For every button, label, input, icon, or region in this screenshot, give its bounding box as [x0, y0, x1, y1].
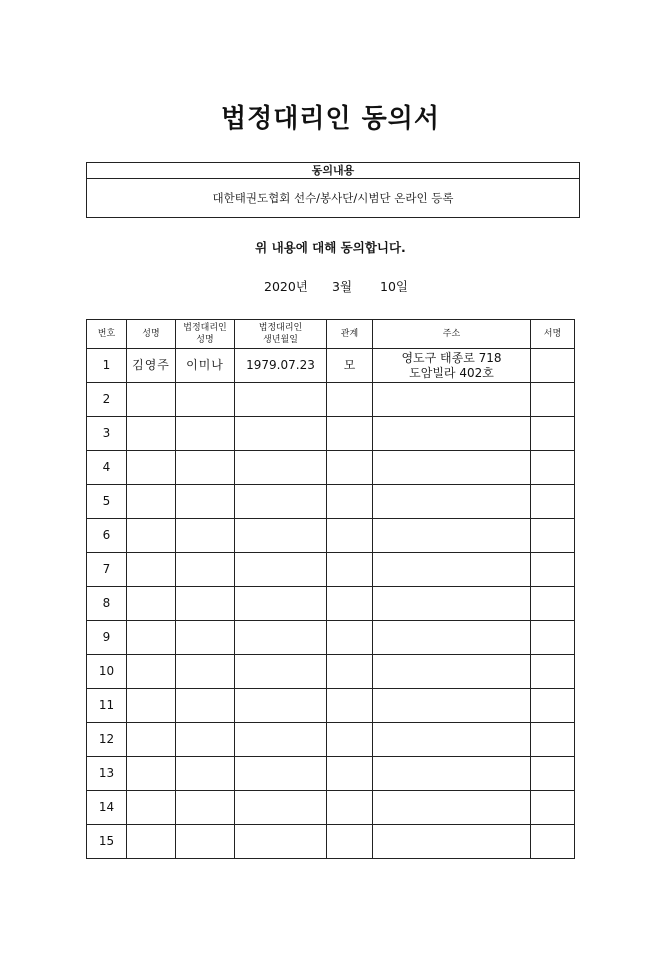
row-guardian-name[interactable] — [176, 519, 235, 553]
row-address[interactable] — [373, 791, 531, 825]
header-guardian-birth-line2: 생년월일 — [263, 335, 298, 345]
row-guardian-name[interactable] — [176, 825, 235, 859]
row-guardian-birth[interactable] — [235, 587, 327, 621]
row-name[interactable] — [127, 485, 176, 519]
row-guardian-birth[interactable] — [235, 791, 327, 825]
row-address[interactable] — [373, 553, 531, 587]
row-no: 12 — [87, 723, 127, 757]
table-row — [87, 553, 575, 587]
row-no: 7 — [87, 553, 127, 587]
row-guardian-birth[interactable] — [235, 689, 327, 723]
date-year: 2020년 — [264, 279, 308, 294]
header-guardian-name-line1: 법정대리인 — [183, 323, 227, 333]
row-signature[interactable] — [531, 349, 575, 383]
header-guardian-birth-line1: 법정대리인 — [258, 323, 303, 333]
row-address[interactable] — [373, 349, 531, 383]
row-no: 4 — [87, 451, 127, 485]
row-no: 10 — [87, 655, 127, 689]
row-address[interactable] — [373, 451, 531, 485]
guardian-table — [86, 319, 575, 859]
row-no: 5 — [87, 485, 127, 519]
row-guardian-birth[interactable] — [235, 383, 327, 417]
row-signature[interactable] — [531, 757, 575, 791]
table-row — [87, 587, 575, 621]
row-signature[interactable] — [531, 587, 575, 621]
row-signature[interactable] — [531, 723, 575, 757]
row-no: 14 — [87, 791, 127, 825]
row-signature[interactable] — [531, 655, 575, 689]
table-header-row — [87, 320, 575, 349]
consent-box — [86, 162, 580, 218]
row-name[interactable] — [127, 553, 176, 587]
table-row — [87, 723, 575, 757]
row-guardian-birth[interactable] — [235, 451, 327, 485]
row-address[interactable] — [373, 723, 531, 757]
table-row — [87, 349, 575, 383]
row-address[interactable] — [373, 485, 531, 519]
row-relation[interactable] — [327, 655, 373, 689]
row-address-line1: 영도구 태종로 718 — [401, 350, 502, 365]
row-relation[interactable] — [327, 621, 373, 655]
consent-header: 동의내용 — [87, 163, 579, 179]
row-guardian-birth[interactable] — [235, 825, 327, 859]
row-signature[interactable] — [531, 791, 575, 825]
row-guardian-birth[interactable] — [235, 723, 327, 757]
row-guardian-name[interactable] — [176, 485, 235, 519]
row-relation[interactable] — [327, 723, 373, 757]
header-guardian-name — [176, 320, 235, 349]
agreement-statement: 위 내용에 대해 동의합니다. — [255, 240, 406, 255]
row-relation[interactable] — [327, 451, 373, 485]
row-signature[interactable] — [531, 451, 575, 485]
row-address[interactable] — [373, 757, 531, 791]
header-guardian-name-line2: 성명 — [196, 335, 214, 345]
table-row — [87, 757, 575, 791]
table-row — [87, 689, 575, 723]
row-relation[interactable] — [327, 825, 373, 859]
row-name[interactable] — [127, 417, 176, 451]
row-address[interactable] — [373, 383, 531, 417]
row-relation[interactable] — [327, 519, 373, 553]
row-guardian-birth[interactable] — [235, 553, 327, 587]
row-signature[interactable] — [531, 485, 575, 519]
row-guardian-name[interactable] — [176, 791, 235, 825]
header-signature: 서명 — [531, 320, 575, 349]
row-name[interactable] — [127, 655, 176, 689]
row-name[interactable] — [127, 723, 176, 757]
row-address[interactable] — [373, 519, 531, 553]
row-relation[interactable] — [327, 791, 373, 825]
row-signature[interactable] — [531, 621, 575, 655]
row-guardian-name[interactable] — [176, 417, 235, 451]
table-row — [87, 417, 575, 451]
row-no: 2 — [87, 383, 127, 417]
row-name[interactable] — [127, 451, 176, 485]
row-address[interactable] — [373, 417, 531, 451]
row-guardian-name[interactable] — [176, 553, 235, 587]
table-row — [87, 791, 575, 825]
row-guardian-birth[interactable] — [235, 485, 327, 519]
table-row — [87, 451, 575, 485]
row-address[interactable] — [373, 621, 531, 655]
row-relation[interactable] — [327, 757, 373, 791]
row-signature[interactable] — [531, 383, 575, 417]
row-name[interactable] — [127, 791, 176, 825]
row-guardian-name[interactable] — [176, 655, 235, 689]
row-guardian-name[interactable] — [176, 451, 235, 485]
table-row — [87, 621, 575, 655]
header-relation: 관계 — [327, 320, 373, 349]
row-guardian-name[interactable] — [176, 621, 235, 655]
row-relation[interactable] — [327, 587, 373, 621]
row-name[interactable] — [127, 587, 176, 621]
row-signature[interactable] — [531, 689, 575, 723]
row-relation[interactable] — [327, 383, 373, 417]
table-row — [87, 485, 575, 519]
row-name[interactable] — [127, 519, 176, 553]
row-guardian-birth[interactable] — [235, 757, 327, 791]
row-guardian-birth[interactable] — [235, 519, 327, 553]
row-relation[interactable] — [327, 553, 373, 587]
row-relation[interactable] — [327, 417, 373, 451]
row-no: 11 — [87, 689, 127, 723]
table-row — [87, 519, 575, 553]
header-address: 주소 — [373, 320, 531, 349]
header-no: 번호 — [87, 320, 127, 349]
row-guardian-name[interactable]: 이미나 — [176, 349, 235, 383]
document-title: 법정대리인 동의서 — [221, 104, 440, 134]
row-guardian-birth[interactable] — [235, 417, 327, 451]
row-no: 9 — [87, 621, 127, 655]
row-no: 6 — [87, 519, 127, 553]
row-address[interactable] — [373, 825, 531, 859]
row-address[interactable] — [373, 655, 531, 689]
row-name[interactable] — [127, 689, 176, 723]
row-guardian-birth[interactable]: 1979.07.23 — [235, 349, 327, 383]
row-name[interactable] — [127, 383, 176, 417]
row-name[interactable] — [127, 757, 176, 791]
row-name[interactable] — [127, 621, 176, 655]
row-name[interactable] — [127, 825, 176, 859]
row-address[interactable] — [373, 689, 531, 723]
date-day: 10일 — [380, 279, 408, 294]
row-guardian-name[interactable] — [176, 383, 235, 417]
header-guardian-birth — [235, 320, 327, 349]
row-guardian-birth[interactable] — [235, 655, 327, 689]
row-address[interactable] — [373, 587, 531, 621]
row-guardian-birth[interactable] — [235, 621, 327, 655]
row-relation[interactable]: 모 — [327, 349, 373, 383]
row-signature[interactable] — [531, 417, 575, 451]
table-row — [87, 825, 575, 859]
row-no: 13 — [87, 757, 127, 791]
row-no: 15 — [87, 825, 127, 859]
row-address-line2: 도암빌라 402호 — [409, 365, 494, 380]
row-relation[interactable] — [327, 689, 373, 723]
row-signature[interactable] — [531, 825, 575, 859]
row-signature[interactable] — [531, 553, 575, 587]
row-no: 1 — [87, 349, 127, 383]
row-name[interactable]: 김영주 — [127, 349, 176, 383]
consent-content: 대한태권도협회 선수/봉사단/시범단 온라인 등록 — [212, 191, 454, 205]
row-guardian-name[interactable] — [176, 689, 235, 723]
row-signature[interactable] — [531, 519, 575, 553]
row-guardian-name[interactable] — [176, 723, 235, 757]
table-row — [87, 383, 575, 417]
table-row — [87, 655, 575, 689]
header-name: 성명 — [127, 320, 176, 349]
row-no: 8 — [87, 587, 127, 621]
row-relation[interactable] — [327, 485, 373, 519]
row-guardian-name[interactable] — [176, 587, 235, 621]
date-month: 3월 — [332, 279, 353, 294]
row-guardian-name[interactable] — [176, 757, 235, 791]
row-no: 3 — [87, 417, 127, 451]
